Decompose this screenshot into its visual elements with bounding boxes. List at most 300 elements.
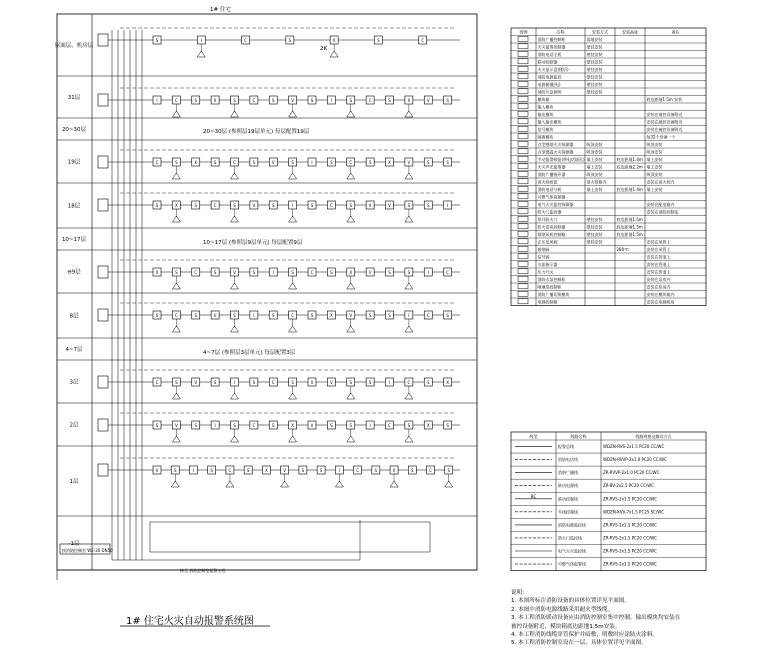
note-item: 3. 本工程消防联动设备应由消防控制室集中控制，输出模块均安装在 xyxy=(511,615,681,622)
device-glyph: C xyxy=(271,380,275,385)
wire-name: 电气火灾监控线 xyxy=(558,548,586,554)
device-glyph: S xyxy=(271,203,275,208)
legend-symbol xyxy=(518,51,528,56)
floor-label: ⊖9层 xyxy=(67,269,81,276)
device-glyph: I xyxy=(369,423,371,428)
legend-cell: 安装在被控设备附近 xyxy=(646,111,683,117)
device-glyph: S xyxy=(175,160,178,165)
device-glyph: S xyxy=(291,380,294,385)
device-glyph: C xyxy=(244,38,247,43)
legend-cell: 电源箱(配电) xyxy=(537,81,561,87)
wire-spec: ZR-RVS-2x1.5 PC20 CC/WC xyxy=(603,496,657,502)
device-glyph: I xyxy=(272,270,274,275)
device-glyph: V xyxy=(368,270,372,275)
device-glyph: I xyxy=(192,468,195,473)
device-glyph: S xyxy=(368,160,372,165)
device-glyph: S xyxy=(446,98,449,103)
note-item: 1. 本图所标注消防设备的具体位置详见平面图。 xyxy=(511,598,630,605)
floor-label: 10~17层 xyxy=(61,237,87,243)
legend-cell: 信号模块 xyxy=(537,126,554,132)
device-glyph: I xyxy=(427,270,429,275)
legend-cell: 消火栓箱内 xyxy=(586,179,607,185)
wire-header: 线型 xyxy=(529,434,538,439)
legend-cell: 输出模块 xyxy=(537,111,554,117)
floor-label: 19层 xyxy=(67,159,81,166)
device-glyph: S xyxy=(349,380,353,385)
legend-cell: 壁挂安装 xyxy=(586,74,603,80)
legend-cell: 电梯控制箱 xyxy=(537,299,558,305)
bus-lines xyxy=(60,30,430,560)
legend-cell: 排烟阀 xyxy=(537,246,550,252)
device-glyph: I xyxy=(338,468,340,473)
device-glyph: S xyxy=(446,423,449,428)
legend-cell: 安装在管道上 xyxy=(646,261,671,267)
wire-spec: ZR-RVVP-2x1.0 PC20 CC/WC xyxy=(603,470,660,476)
device-glyph: S xyxy=(155,38,159,43)
legend-symbol xyxy=(518,36,528,41)
floor-label: 20~30层 xyxy=(61,127,87,133)
legend-cell: 安装在被控设备附近 xyxy=(646,126,683,132)
legend-symbol xyxy=(518,156,528,161)
device-glyph: C xyxy=(310,270,314,275)
legend-cell: 底边距地1.4m xyxy=(616,186,643,192)
device-glyph: S xyxy=(310,98,314,103)
legend-cell: 落地安装 xyxy=(586,36,603,42)
legend-header: 安装高度 xyxy=(622,29,638,35)
legend-cell: 消防电源监控 xyxy=(537,74,562,80)
legend-cell: 安装在管道上 xyxy=(646,269,671,275)
device-glyph: S xyxy=(407,203,411,208)
legend-cell: 输入输出模块 xyxy=(537,119,562,125)
device-glyph: C xyxy=(174,313,178,318)
device-glyph: C xyxy=(174,98,178,103)
note-item: 5. 本工程消防控制室设在一层，具体位置详见平面图。 xyxy=(511,640,647,647)
device-glyph: I xyxy=(447,203,449,208)
legend-cell: 火灾声光报警器 xyxy=(537,164,566,170)
floor-labels xyxy=(55,41,94,547)
legend-symbol xyxy=(518,216,528,221)
device-glyph: S xyxy=(252,270,256,275)
device-glyph: S xyxy=(271,98,275,103)
device-glyph: S xyxy=(407,423,411,428)
legend-cell: 安装在模块箱内 xyxy=(646,291,675,297)
legend-cell: 壁挂安装 xyxy=(586,81,603,87)
legend-cell: 联动控制器 xyxy=(537,59,558,65)
legend-cell: 消防应急照明 xyxy=(537,89,562,95)
legend-cell: 消防广播扬声器 xyxy=(537,171,566,177)
note-item: 4. 本工程消防线缆穿管保护并暗敷，明敷时应涂防火涂料。 xyxy=(511,632,658,639)
device-glyph: V xyxy=(388,203,391,208)
device-glyph: S xyxy=(194,98,198,103)
wire-name: 联动电源线 xyxy=(558,483,578,489)
floor-label: 3层 xyxy=(69,379,79,386)
legend-cell: 防火门监控器 xyxy=(537,209,562,215)
legend-cell: 墙上安装 xyxy=(586,164,603,170)
floor-display-box xyxy=(98,419,108,431)
floor-display-box xyxy=(98,309,108,321)
legend-cell: 安装在消火栓内 xyxy=(646,179,675,185)
device-glyph: S xyxy=(288,38,292,43)
device-glyph: S xyxy=(388,98,391,103)
device-glyph: C xyxy=(388,423,391,428)
device-chain xyxy=(98,150,460,179)
device-glyph: C xyxy=(329,203,333,208)
legend-symbol xyxy=(518,44,528,49)
legend-cell: 火灾显示盘(楼层) xyxy=(537,66,569,72)
legend-symbol xyxy=(518,269,528,274)
legend-cell: 底边距地1.5m 安装 xyxy=(646,96,683,102)
device-glyph: C xyxy=(446,270,450,275)
device-glyph: S xyxy=(411,468,414,473)
legend-cell: 底边距地2.2m xyxy=(616,164,643,170)
legend-cell: 墙上安装 xyxy=(646,156,663,162)
device-glyph: I xyxy=(156,98,158,103)
device-glyph: X xyxy=(265,468,268,473)
legend-cell: 消防电话主机 xyxy=(537,51,562,57)
device-glyph: S xyxy=(233,423,236,428)
device-glyph: S xyxy=(301,468,305,473)
device-glyph: C xyxy=(228,468,232,473)
device-glyph: S xyxy=(447,468,451,473)
legend-cell: 墙上安装 xyxy=(586,186,603,192)
device-glyph: C xyxy=(213,203,217,208)
legend-cell: 电气火灾监控探测器 xyxy=(537,201,574,207)
device-glyph: C xyxy=(426,313,430,318)
legend-cell: 安装在风管上 xyxy=(646,239,671,245)
basement-loop xyxy=(150,522,430,552)
legend-symbol xyxy=(518,104,528,109)
legend-symbol xyxy=(518,149,528,154)
legend-cell: 安装在消防控制室 xyxy=(646,209,679,215)
device-glyph: I xyxy=(311,160,313,165)
legend-cell: 墙上安装 xyxy=(646,186,663,192)
legend-cell: 喷淋泵控制柜 xyxy=(537,284,562,290)
floor-display-box xyxy=(98,94,108,106)
device-chain xyxy=(98,413,460,442)
legend-cell: 安装在电梯机房 xyxy=(646,299,675,305)
legend-cell: 点型感温火灾探测器 xyxy=(537,149,574,155)
floor-display-box xyxy=(98,266,108,278)
legend-symbol xyxy=(518,261,528,266)
device-glyph: S xyxy=(233,203,236,208)
device-glyph: X xyxy=(213,98,217,103)
device-glyph: S xyxy=(407,270,411,275)
device-glyph: C xyxy=(349,160,353,165)
device-glyph: S xyxy=(271,423,275,428)
device-glyph: V xyxy=(194,380,198,385)
legend-header: 名称 xyxy=(556,29,565,35)
bottom-note-2: 接至 消防控制室报警主机 xyxy=(180,568,226,573)
device-glyph: S xyxy=(349,423,353,428)
legend-cell: 安装在管道上 xyxy=(646,254,671,260)
device-glyph: S xyxy=(319,468,323,473)
device-glyph: X xyxy=(446,380,449,385)
label-2k: 2K xyxy=(320,46,328,52)
device-glyph: C xyxy=(252,98,256,103)
legend-symbol xyxy=(518,224,528,229)
device-glyph: C xyxy=(252,423,256,428)
range-note-20-30: 20~30层 (参照层19层单元) 每层配置19层 xyxy=(203,129,310,135)
notes-heading: 说明: xyxy=(511,590,525,596)
legend-cell: 壁挂安装 xyxy=(586,51,603,57)
legend-cell: 壁挂安装 xyxy=(586,66,603,72)
device-glyph: C xyxy=(155,380,159,385)
legend-cell: 排烟风机控制箱 xyxy=(537,231,566,237)
wire-name: 联动控制线 xyxy=(558,496,578,502)
legend-symbol xyxy=(518,239,528,244)
floor-label: 4~7层 xyxy=(65,347,83,353)
wire-name: 消防电源监控线 xyxy=(558,522,586,528)
legend-cell: 安装在泵房内 xyxy=(646,276,671,282)
legend-symbol xyxy=(518,291,528,296)
legend-symbol xyxy=(518,246,528,251)
device-glyph: C xyxy=(155,160,159,165)
device-glyph: X xyxy=(407,98,411,103)
device-glyph: X xyxy=(426,423,430,428)
note-item: 被控设备附近，模块箱底边距地1.5m安装。 xyxy=(511,623,621,630)
wire-header: 线路名称 xyxy=(570,434,587,439)
legend-cell: 安装在泵房内 xyxy=(646,284,671,290)
legend-cell: 吸顶安装 xyxy=(586,171,603,177)
device-glyph: S xyxy=(194,313,198,318)
device-glyph: S xyxy=(155,313,159,318)
device-glyph: S xyxy=(246,468,250,473)
legend-cell: 吸顶安装 xyxy=(646,149,663,155)
floor-label: 1层 xyxy=(69,479,79,485)
device-glyph: S xyxy=(426,203,430,208)
legend-cell: 手动报警按钮(带电话插孔) xyxy=(537,156,585,162)
device-glyph: V xyxy=(349,313,353,318)
wire-spec: WDZN-RVVP-2x1.0 PC20 CC/WC xyxy=(603,457,667,463)
device-glyph: S xyxy=(388,313,391,318)
device-glyph: I xyxy=(233,380,236,385)
device-glyph: X xyxy=(332,38,336,43)
device-glyph: X xyxy=(291,423,294,428)
wire-name: 消防广播线 xyxy=(558,470,578,476)
legend-symbol xyxy=(518,134,528,139)
floor-display-box xyxy=(98,199,108,211)
wire-spec: ZR-RVS-2x1.5 PC20 CC/WC xyxy=(603,548,657,554)
device-glyph: S xyxy=(155,423,159,428)
wire-spec: ZR-RVS-2x1.5 PC20 CC/WC xyxy=(603,522,657,528)
legend-cell: 吸顶安装 xyxy=(646,141,663,147)
device-glyph: I xyxy=(214,423,216,428)
device-glyph: S xyxy=(213,270,217,275)
device-glyph: S xyxy=(368,313,372,318)
device-glyph: S xyxy=(213,160,217,165)
legend-cell: 安装在风管上 xyxy=(646,246,671,252)
device-glyph: S xyxy=(213,380,217,385)
floor-label: 2层 xyxy=(69,422,79,429)
device-glyph: V xyxy=(426,98,430,103)
device-glyph: C xyxy=(407,380,411,385)
floor-label: -1层 xyxy=(68,541,80,547)
device-chain xyxy=(98,28,460,57)
legend-cell: 火灾报警控制器 xyxy=(537,44,566,50)
device-glyph: V xyxy=(271,160,275,165)
floor-label: 31层 xyxy=(67,95,81,101)
device-glyph: X xyxy=(388,160,391,165)
wire-spec: ZR-BV-2x2.5 PC20 CC/WC xyxy=(603,483,655,489)
legend-cell: 吸顶安装 xyxy=(586,141,603,147)
floor-label: 18层 xyxy=(67,203,81,210)
legend-cell: 正压送风阀 xyxy=(537,239,558,245)
device-glyph: X xyxy=(392,468,396,473)
range-note-10-17: 10~17层 (参照层9层单元) 每层配置9层 xyxy=(203,240,303,246)
device-glyph: S xyxy=(426,160,430,165)
legend-table xyxy=(511,28,706,306)
legend-symbol xyxy=(518,209,528,214)
legend-symbol xyxy=(518,164,528,169)
wire-name: 报警总线 xyxy=(558,444,574,450)
legend-cell: 消防广播切换模块 xyxy=(537,291,570,297)
legend-symbol xyxy=(518,254,528,259)
legend-symbol xyxy=(518,96,528,101)
device-chain xyxy=(98,193,460,222)
device-glyph: I xyxy=(408,313,410,318)
diagram-title: 1# 住宅火灾自动报警系统图 xyxy=(126,616,254,627)
legend-symbol xyxy=(518,194,528,199)
device-glyph: V xyxy=(407,160,411,165)
device-glyph: C xyxy=(356,468,359,473)
device-glyph: S xyxy=(194,203,198,208)
device-chain xyxy=(98,303,460,332)
device-glyph: X xyxy=(155,270,159,275)
wire-spec: ZR-RVS-2x1.5 PC20 CC/WC xyxy=(603,535,657,541)
device-glyph: V xyxy=(310,423,314,428)
wire-table xyxy=(511,432,706,571)
legend-cell: 模块箱 xyxy=(537,96,550,102)
wire-spec: WDZN-RVS-2x1.5 PC20 CC/WC xyxy=(603,444,665,450)
device-glyph: S xyxy=(271,313,275,318)
device-glyph: S xyxy=(446,160,449,165)
device-glyph: I xyxy=(388,380,391,385)
legend-cell: 消防广播控制柜 xyxy=(537,36,566,42)
device-glyph: V xyxy=(213,313,217,318)
device-glyph: S xyxy=(310,313,314,318)
device-glyph: S xyxy=(330,160,333,165)
legend-symbol xyxy=(518,59,528,64)
legend-symbol xyxy=(518,186,528,191)
device-glyph: S xyxy=(368,380,372,385)
legend-cell: 常开防火门 xyxy=(537,216,558,222)
wire-name: 多线控制线 xyxy=(558,509,578,515)
device-glyph: S xyxy=(233,313,236,318)
legend-symbol xyxy=(518,201,528,206)
device-glyph: V xyxy=(155,468,159,473)
wire-name: 可燃气体报警线 xyxy=(558,561,586,567)
legend-cell: 壁挂安装 xyxy=(586,239,603,245)
floor-label: 屋面层、机房层 xyxy=(54,43,94,49)
legend-cell: 水流指示器 xyxy=(537,261,558,267)
device-glyph: V xyxy=(283,468,287,473)
device-glyph: S xyxy=(155,203,159,208)
device-glyph: S xyxy=(374,468,378,473)
legend-symbol xyxy=(518,81,528,86)
device-glyph: S xyxy=(210,468,213,473)
device-glyph: X xyxy=(349,270,353,275)
wire-header: 线路规格及敷设方式 xyxy=(635,434,672,439)
legend-symbol xyxy=(518,179,528,184)
wire-spec: ZR-RVS-2x1.5 PC20 CC/WC xyxy=(603,561,657,567)
legend-symbol xyxy=(518,141,528,146)
device-glyph: S xyxy=(291,160,294,165)
device-glyph: V xyxy=(291,98,294,103)
device-glyph: V xyxy=(252,203,256,208)
device-glyph: X xyxy=(194,160,198,165)
device-glyph: C xyxy=(429,468,432,473)
device-glyph: C xyxy=(421,38,425,43)
device-glyph: S xyxy=(330,423,333,428)
device-glyph: S xyxy=(388,270,391,275)
legend-header: 图例 xyxy=(519,29,528,35)
device-glyph: X xyxy=(330,313,333,318)
legend-symbol xyxy=(518,171,528,176)
legend-cell: 底边距地1.5m xyxy=(616,216,643,222)
notes-block xyxy=(511,589,746,648)
floor-display-box xyxy=(98,34,108,46)
device-glyph: I xyxy=(330,98,332,103)
legend-cell: 墙上安装 xyxy=(586,156,603,162)
legend-symbol xyxy=(518,284,528,289)
top-label: 1# 住宅 xyxy=(210,7,231,13)
device-glyph: S xyxy=(349,98,353,103)
device-glyph: S xyxy=(426,380,430,385)
device-glyph: S xyxy=(233,98,236,103)
legend-cell: 每32个设备一个 xyxy=(646,134,676,140)
device-glyph: C xyxy=(368,98,372,103)
legend-cell: 吸顶安装 xyxy=(586,149,603,155)
legend-cell: 防火卷帘控制器 xyxy=(537,224,566,230)
legend-symbol xyxy=(518,74,528,79)
legend-header: 备注 xyxy=(671,29,680,35)
legend-cell: 压力开关 xyxy=(537,269,554,275)
legend-cell: 壁挂安装 xyxy=(586,216,603,222)
legend-cell: 底边距地1.5m xyxy=(616,231,643,237)
legend-symbol xyxy=(518,89,528,94)
legend-cell: 壁挂安装 xyxy=(586,224,603,230)
device-glyph: S xyxy=(252,160,256,165)
legend-symbol xyxy=(518,299,528,304)
range-note-4-7: 4~7层 (参照层3层单元) 每层配置3层 xyxy=(203,350,296,356)
device-glyph: S xyxy=(446,313,449,318)
legend-cell: 输入模块 xyxy=(537,104,554,110)
legend-cell: 信号阀 xyxy=(537,254,550,260)
device-chain xyxy=(98,370,460,399)
device-symbols xyxy=(98,28,460,487)
legend-header: 安装方式 xyxy=(592,29,608,35)
device-glyph: S xyxy=(349,203,353,208)
device-glyph: C xyxy=(291,313,295,318)
legend-cell: 底边距地1.4m xyxy=(616,156,643,162)
legend-symbol xyxy=(518,276,528,281)
device-glyph: V xyxy=(330,380,333,385)
floor-display-box xyxy=(98,464,108,476)
device-chain xyxy=(98,88,460,117)
device-glyph: C xyxy=(233,160,236,165)
system-diagram-frame xyxy=(54,14,477,580)
floor-display-box xyxy=(98,156,108,168)
legend-cell: 消火栓按钮 xyxy=(537,179,558,185)
legend-cell: 消防水泵控制柜 xyxy=(537,276,566,282)
device-glyph: S xyxy=(377,38,380,43)
legend-cell: 280℃ xyxy=(616,246,629,252)
legend-cell: 墙上安装 xyxy=(646,164,663,170)
legend-symbol xyxy=(518,126,528,131)
device-glyph: S xyxy=(310,203,314,208)
device-glyph: X xyxy=(368,203,372,208)
device-glyph: V xyxy=(175,423,178,428)
